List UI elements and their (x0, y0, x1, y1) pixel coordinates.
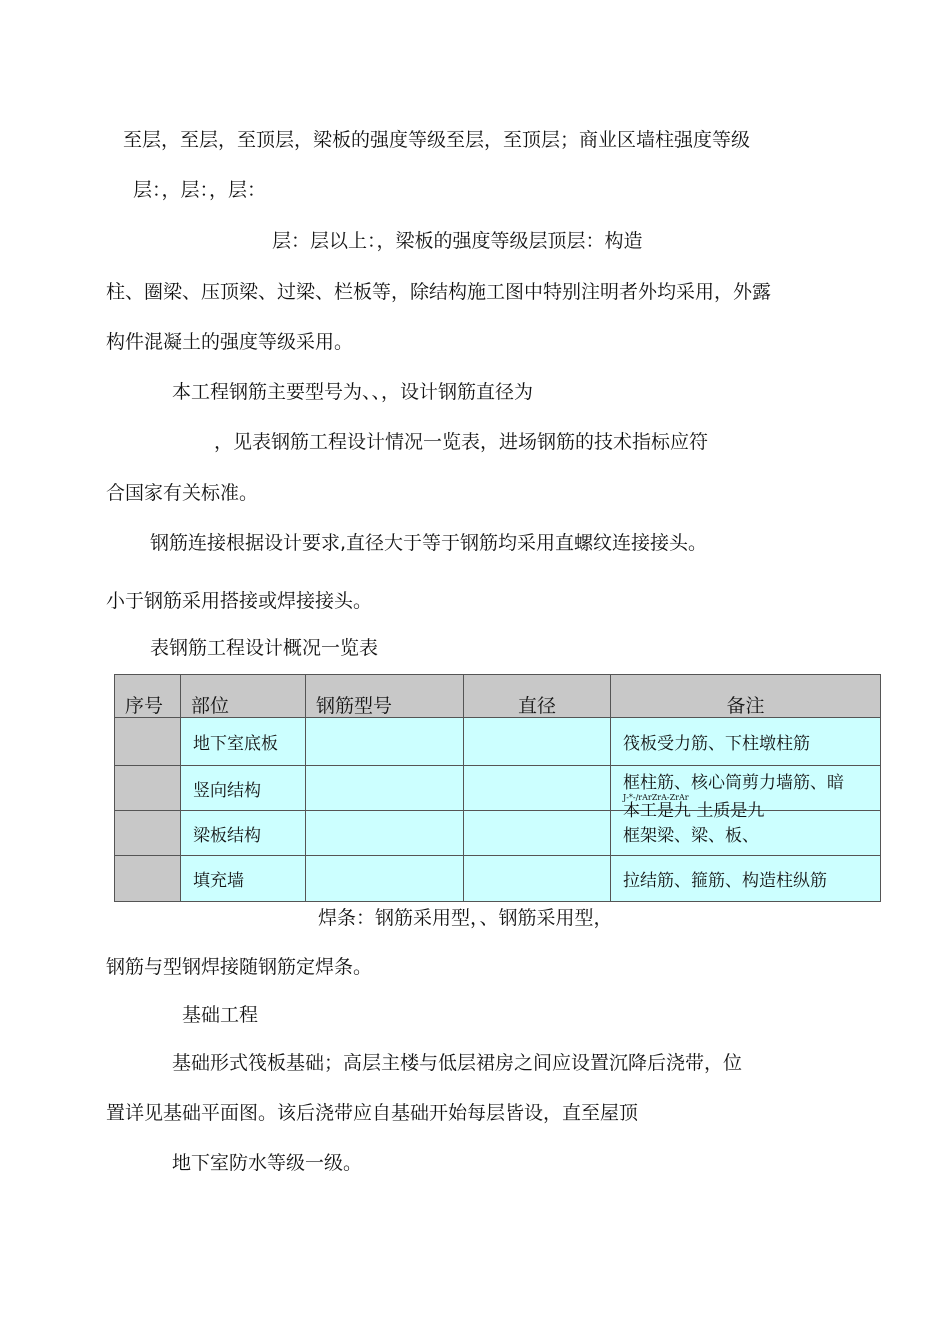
cell-index (115, 718, 181, 766)
paragraph-line: 地下室防水等级一级。 (172, 1152, 363, 1174)
cell-type (306, 811, 464, 856)
paragraph-line: 合国家有关标准。 (106, 482, 259, 504)
cell-index (115, 856, 181, 902)
cell-diameter (464, 766, 611, 811)
cell-note: 框架梁、梁、板、 (611, 811, 881, 856)
paragraph-line: 基础形式筏板基础；高层主楼与低层裙房之间应设置沉降后浇带，位 (172, 1052, 743, 1074)
paragraph-line: 小于钢筋采用搭接或焊接接头。 (106, 590, 373, 612)
cell-part: 地下室底板 (181, 718, 306, 766)
note-clipped-text (623, 801, 764, 809)
cell-part: 竖向结构 (181, 766, 306, 811)
paragraph-line: 钢筋与型钢焊接随钢筋定焊条。 (106, 956, 373, 978)
table-caption: 表钢筋工程设计概况一览表 (150, 637, 379, 659)
rebar-design-table (114, 674, 881, 902)
table-header-row (115, 675, 881, 718)
paragraph-line: 焊条：钢筋采用型，、钢筋采用型， (318, 907, 613, 929)
cell-index (115, 766, 181, 811)
paragraph-line: 柱、圈梁、压顶梁、过梁、栏板等，除结构施工图中特别注明者外均采用，外露 (106, 281, 772, 303)
table-row (115, 811, 881, 856)
paragraph-line: 层：，层：，层： (133, 179, 267, 201)
cell-note: 拉结筋、箍筋、构造柱纵筋 (611, 856, 881, 902)
paragraph-line: 钢筋连接根据设计要求,直径大于等于钢筋均采用直螺纹连接接头。 (150, 532, 708, 554)
paragraph-line: ，见表钢筋工程设计情况一览表，进场钢筋的技术指标应符 (214, 431, 709, 453)
section-heading: 基础工程 (182, 1004, 259, 1026)
cell-diameter (464, 856, 611, 902)
cell-note: 筏板受力筋、下柱墩柱筋 (611, 718, 881, 766)
paragraph-line: 至层，至层，至顶层，梁板的强度等级至层，至顶层；商业区墙柱强度等级 (123, 129, 751, 151)
table-row (115, 856, 881, 902)
paragraph-line: 本工程钢筋主要型号为、、，设计钢筋直径为 (172, 381, 534, 403)
paragraph-line: 构件混凝土的强度等级采用。 (106, 331, 354, 353)
paragraph-line: 层：层以上：，梁板的强度等级层顶层：构造 (272, 230, 643, 252)
cell-type (306, 856, 464, 902)
note-main-text: 框柱筋、核心筒剪力墙筋、暗 (623, 773, 844, 793)
cell-type (306, 766, 464, 811)
cell-diameter (464, 718, 611, 766)
cell-index (115, 811, 181, 856)
table-row (115, 718, 881, 766)
table-row (115, 766, 881, 811)
paragraph-line: 置详见基础平面图。该后浇带应自基础开始每层皆设，直至屋顶 (106, 1102, 639, 1124)
header-index: 序号 (115, 675, 181, 718)
cell-note (611, 766, 881, 811)
cell-type (306, 718, 464, 766)
cell-part: 填充墙 (181, 856, 306, 902)
note-small-text: J-*-/rArZrA-ZrAr (623, 793, 689, 802)
header-diameter: 直径 (464, 675, 611, 718)
header-part: 部位 (181, 675, 306, 718)
header-note: 备注 (611, 675, 881, 718)
cell-part: 梁板结构 (181, 811, 306, 856)
header-type: 钢筋型号 (306, 675, 464, 718)
cell-diameter (464, 811, 611, 856)
